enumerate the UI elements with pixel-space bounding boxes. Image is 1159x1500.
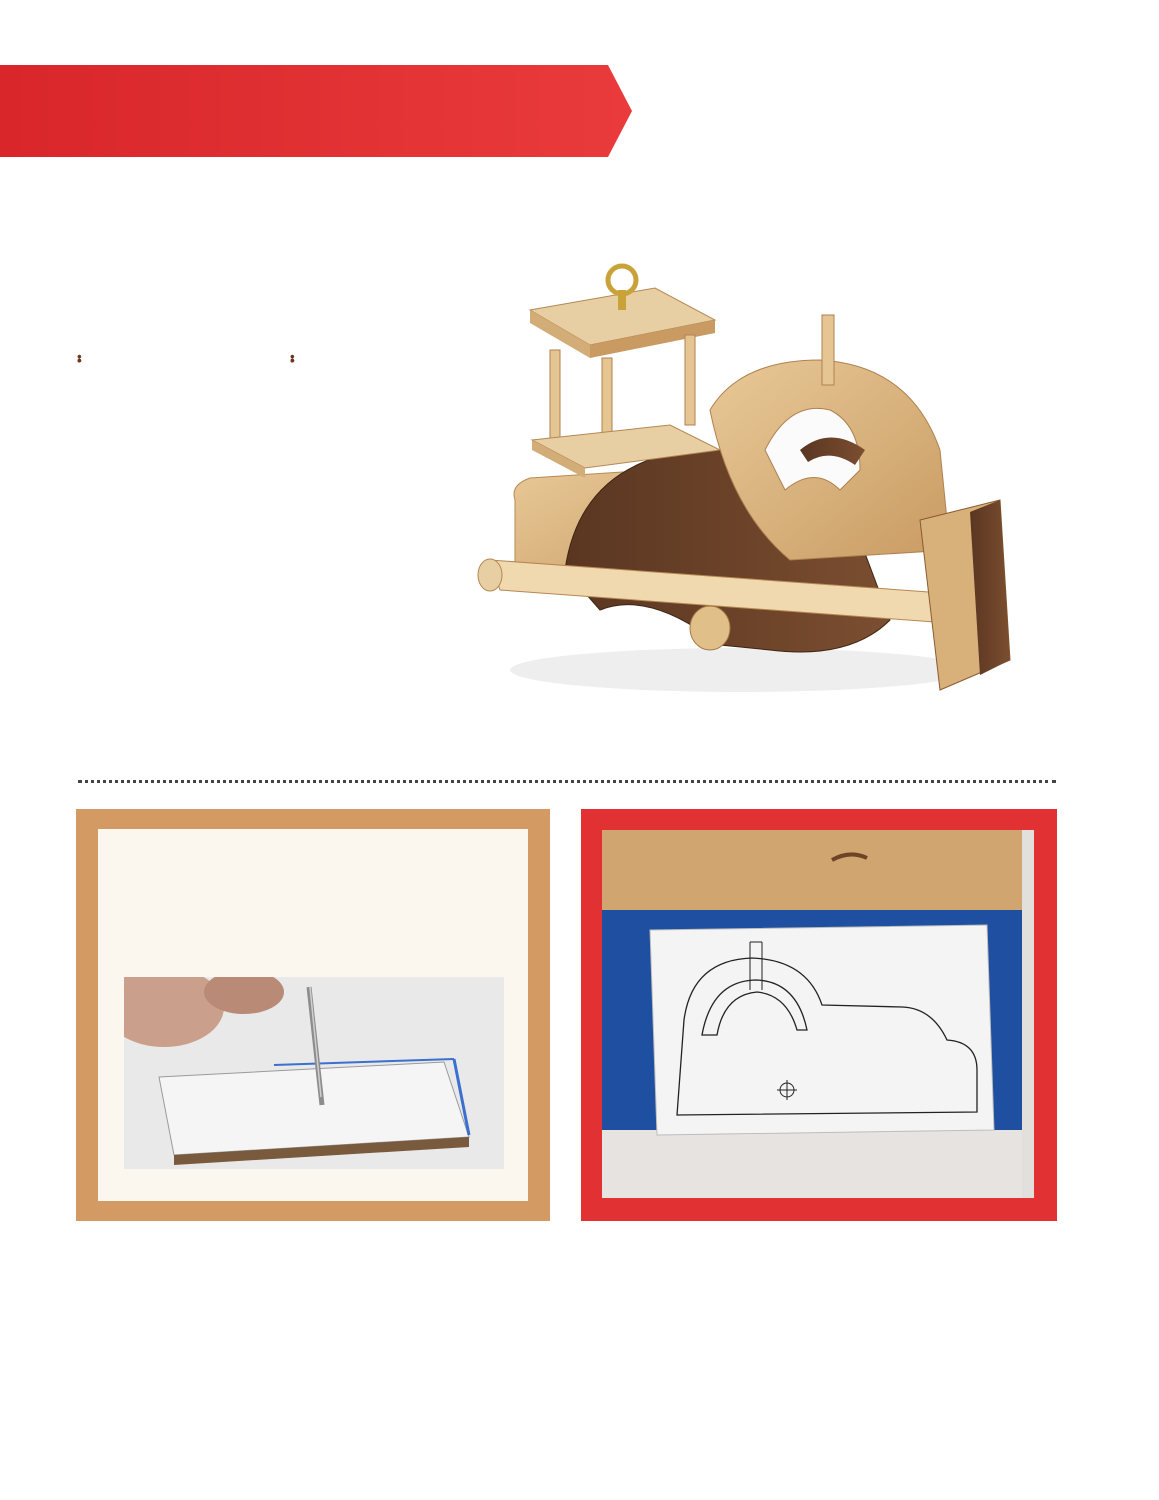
bulldozer-photo	[470, 250, 1030, 710]
step1-photo-frame	[581, 809, 1057, 1221]
page-footer	[54, 1430, 64, 1450]
title-banner	[0, 65, 632, 157]
banner-shape	[0, 65, 632, 157]
tip-box	[76, 809, 550, 1221]
pattern-on-wood-photo	[602, 830, 1034, 1198]
dotted-divider	[78, 780, 1056, 783]
materials-list-col1	[77, 348, 277, 352]
materials-list-col2	[290, 348, 470, 352]
tip-box-inner	[98, 829, 528, 1201]
awl-marking-photo	[124, 977, 504, 1169]
